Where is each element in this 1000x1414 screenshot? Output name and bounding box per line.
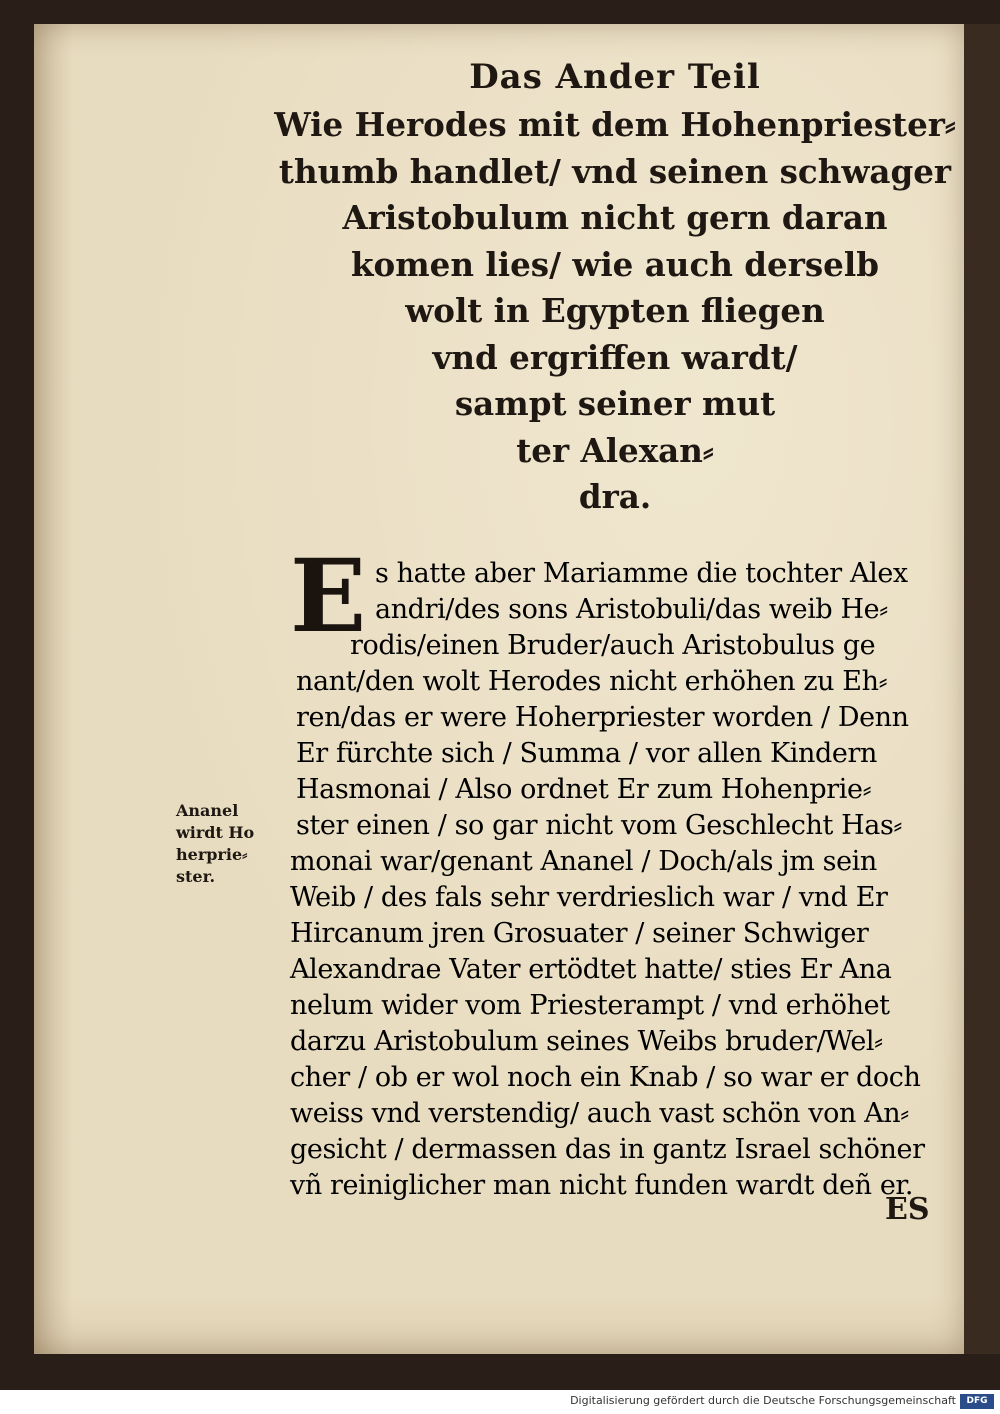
marginal-note [176, 800, 254, 888]
heading-line: Aristobulum nicht gern daran [342, 198, 888, 237]
body-line: Hasmonai / Also ordnet Er zum Hohenprie⸗ [296, 774, 872, 805]
marginal-note-line: ster. [176, 867, 216, 886]
heading-line: vnd ergriffen wardt/ [432, 337, 798, 377]
dfg-logo: DFG [960, 1394, 994, 1409]
marginal-note-line: Ananel [176, 801, 239, 820]
heading-line: ter Alexan⸗ [516, 430, 714, 470]
body-line: ren/das er were Hoherpriester worden / Denn [296, 702, 909, 733]
marginal-note-line: wirdt Ho [176, 823, 255, 842]
heading-line: dra. [578, 477, 652, 516]
funding-credit: Digitalisierung gefördert durch die Deutsche Forschungsgemeinschaft [570, 1394, 956, 1407]
body-line: Er fürchte sich / Summa / vor allen Kindern [296, 738, 877, 769]
heading-line: sampt seiner mut [454, 384, 776, 423]
heading-line: komen lies/ wie auch derselb [350, 244, 879, 284]
body-line: andri/des sons Aristobuli/das weib He⸗ [375, 594, 888, 625]
body-line: Hircanum jren Grosuater / seiner Schwiger [290, 918, 869, 949]
part-title: Das Ander Teil [469, 57, 761, 97]
body-line: cher / ob er wol noch ein Knab / so war er doch [290, 1062, 921, 1093]
heading-line: wolt in Egypten fliegen [405, 291, 825, 330]
body-line: Weib / des fals sehr verdrieslich war / vnd Er [290, 882, 888, 913]
body-line: gesicht / dermassen das in gantz Israel schöner [290, 1134, 925, 1165]
chapter-heading [250, 52, 980, 521]
catchword: ES [885, 1192, 930, 1227]
body-line: nelum wider vom Priesterampt / vnd erhöhet [290, 990, 890, 1021]
body-line: rodis/einen Bruder/auch Aristobulus ge [350, 630, 876, 661]
body-line: weiss vnd verstendig/ auch vast schön von An⸗ [290, 1098, 909, 1129]
drop-cap-initial: E [290, 537, 367, 655]
body-line: ster einen / so gar nicht vom Geschlecht Has⸗ [296, 810, 902, 841]
body-line: vñ reiniglicher man nicht funden wardt deñ er. [290, 1170, 914, 1201]
heading-line: thumb handlet/ vnd seinen schwager [278, 151, 952, 191]
heading-line: Wie Herodes mit dem Hohenpriester⸗ [274, 105, 956, 144]
marginal-note-line: herprie⸗ [176, 845, 248, 864]
body-line: monai war/genant Ananel / Doch/als jm sein [290, 846, 877, 877]
body-line: Alexandrae Vater ertödtet hatte/ sties Er Ana [290, 954, 892, 985]
body-line: nant/den wolt Herodes nicht erhöhen zu Eh⸗ [296, 666, 888, 697]
body-line: s hatte aber Mariamme die tochter Alex [375, 558, 908, 589]
footer-bar [0, 1390, 1000, 1414]
body-line: darzu Aristobulum seines Weibs bruder/Wel⸗ [290, 1026, 883, 1057]
